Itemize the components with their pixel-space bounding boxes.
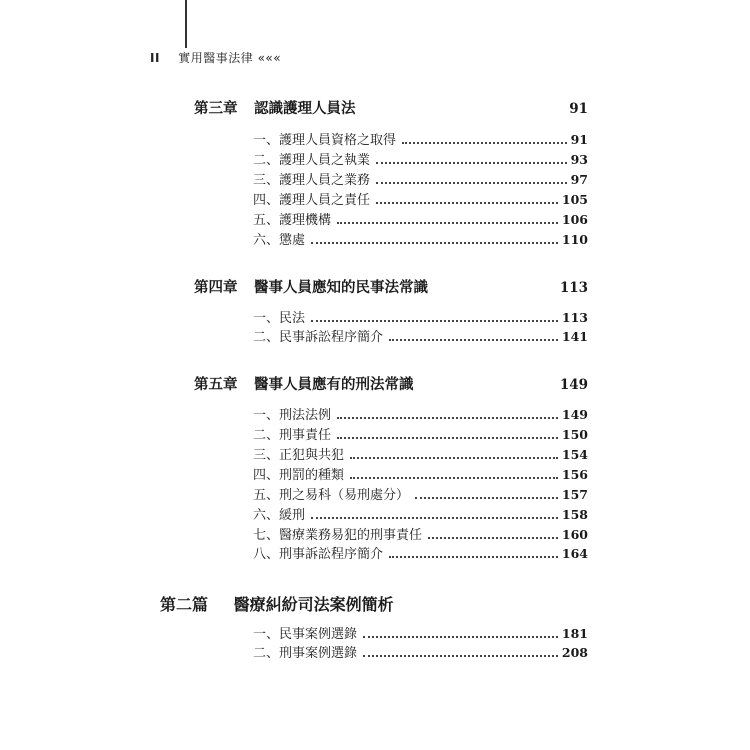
entry-page: 141 — [561, 329, 588, 344]
chapter-heading[interactable] — [194, 276, 588, 297]
header-book-title: 實用醫事法律 ««« — [178, 51, 282, 65]
chapter-heading[interactable] — [194, 97, 588, 118]
entry-page: 91 — [570, 132, 588, 147]
toc-entry[interactable] — [253, 524, 588, 544]
toc-entry[interactable] — [253, 642, 588, 662]
dot-leader — [389, 556, 558, 558]
entry-page: 149 — [561, 407, 588, 422]
dot-leader — [350, 477, 558, 479]
entry-page: 97 — [570, 172, 588, 187]
entry-label: 五、護理機構 — [253, 213, 332, 228]
chapter-page: 91 — [569, 101, 588, 117]
header-page-number: II — [150, 51, 160, 65]
entry-label: 三、護理人員之業務 — [253, 173, 371, 188]
entry-label: 一、民事案例選錄 — [253, 627, 358, 642]
entry-label: 四、護理人員之責任 — [253, 193, 371, 208]
dot-leader — [311, 242, 558, 244]
toc-entry[interactable] — [253, 129, 588, 149]
toc-entry[interactable] — [253, 504, 588, 524]
entry-label: 二、民事訴訟程序簡介 — [253, 330, 384, 345]
chapter-title: 醫事人員應有的刑法常識 — [254, 377, 414, 393]
chapter-heading[interactable] — [194, 373, 588, 394]
dot-leader — [337, 222, 558, 224]
dot-leader — [376, 182, 567, 184]
dot-leader — [389, 339, 558, 341]
top-vertical-rule — [185, 0, 187, 48]
entry-label: 四、刑罰的種類 — [253, 468, 345, 483]
running-header — [150, 49, 281, 66]
dot-leader — [337, 437, 558, 439]
entry-label: 一、民法 — [253, 311, 306, 326]
part-number: 第二篇 — [160, 595, 209, 614]
toc-entry[interactable] — [253, 404, 588, 424]
entry-page: 106 — [561, 212, 588, 227]
entry-page: 157 — [561, 487, 588, 502]
entry-page: 158 — [561, 507, 588, 522]
toc-entry[interactable] — [253, 169, 588, 189]
toc-entry[interactable] — [253, 229, 588, 249]
entry-label: 八、刑事訴訟程序簡介 — [253, 547, 384, 562]
entry-label: 二、護理人員之執業 — [253, 153, 371, 168]
entry-page: 105 — [561, 192, 588, 207]
dot-leader — [311, 517, 558, 519]
part-heading[interactable] — [160, 592, 394, 615]
chapter-page: 149 — [559, 377, 588, 393]
entry-page: 208 — [561, 645, 588, 660]
entry-label: 二、刑事案例選錄 — [253, 646, 358, 661]
entry-page: 113 — [561, 310, 588, 325]
entry-page: 156 — [561, 467, 588, 482]
entry-label: 六、懲處 — [253, 233, 306, 248]
chapter-title: 認識護理人員法 — [254, 101, 356, 117]
toc-entry[interactable] — [253, 209, 588, 229]
toc-entry[interactable] — [253, 464, 588, 484]
toc-entry[interactable] — [253, 623, 588, 643]
toc-entry[interactable] — [253, 149, 588, 169]
dot-leader — [350, 457, 558, 459]
toc-entry[interactable] — [253, 189, 588, 209]
entry-label: 一、刑法法例 — [253, 408, 332, 423]
toc-entry[interactable] — [253, 543, 588, 563]
entry-page: 110 — [561, 232, 588, 247]
toc-entry[interactable] — [253, 484, 588, 504]
dot-leader — [428, 537, 558, 539]
dot-leader — [376, 162, 567, 164]
dot-leader — [415, 497, 558, 499]
entry-label: 七、醫療業務易犯的刑事責任 — [253, 528, 423, 543]
entry-page: 154 — [561, 447, 588, 462]
dot-leader — [337, 417, 558, 419]
entry-label: 六、緩刑 — [253, 508, 306, 523]
part-title: 醫療糾紛司法案例簡析 — [233, 595, 394, 614]
toc-entry[interactable] — [253, 326, 588, 346]
toc-entry[interactable] — [253, 444, 588, 464]
entry-label: 二、刑事責任 — [253, 428, 332, 443]
chapter-number: 第四章 — [194, 280, 238, 296]
entry-page: 164 — [561, 546, 588, 561]
dot-leader — [376, 202, 558, 204]
entry-page: 150 — [561, 427, 588, 442]
chapter-number: 第五章 — [194, 377, 238, 393]
dot-leader — [363, 636, 558, 638]
entry-label: 一、護理人員資格之取得 — [253, 133, 397, 148]
chapter-page: 113 — [559, 280, 588, 296]
entry-page: 93 — [570, 152, 588, 167]
dot-leader — [363, 655, 558, 657]
toc-entry[interactable] — [253, 424, 588, 444]
entry-label: 三、正犯與共犯 — [253, 448, 345, 463]
toc-entry[interactable] — [253, 307, 588, 327]
chapter-title: 醫事人員應知的民事法常識 — [254, 280, 428, 296]
entry-label: 五、刑之易科（易刑處分） — [253, 488, 410, 503]
entry-page: 181 — [561, 626, 588, 641]
entry-page: 160 — [561, 527, 588, 542]
chapter-number: 第三章 — [194, 101, 238, 117]
dot-leader — [402, 142, 567, 144]
dot-leader — [311, 320, 558, 322]
